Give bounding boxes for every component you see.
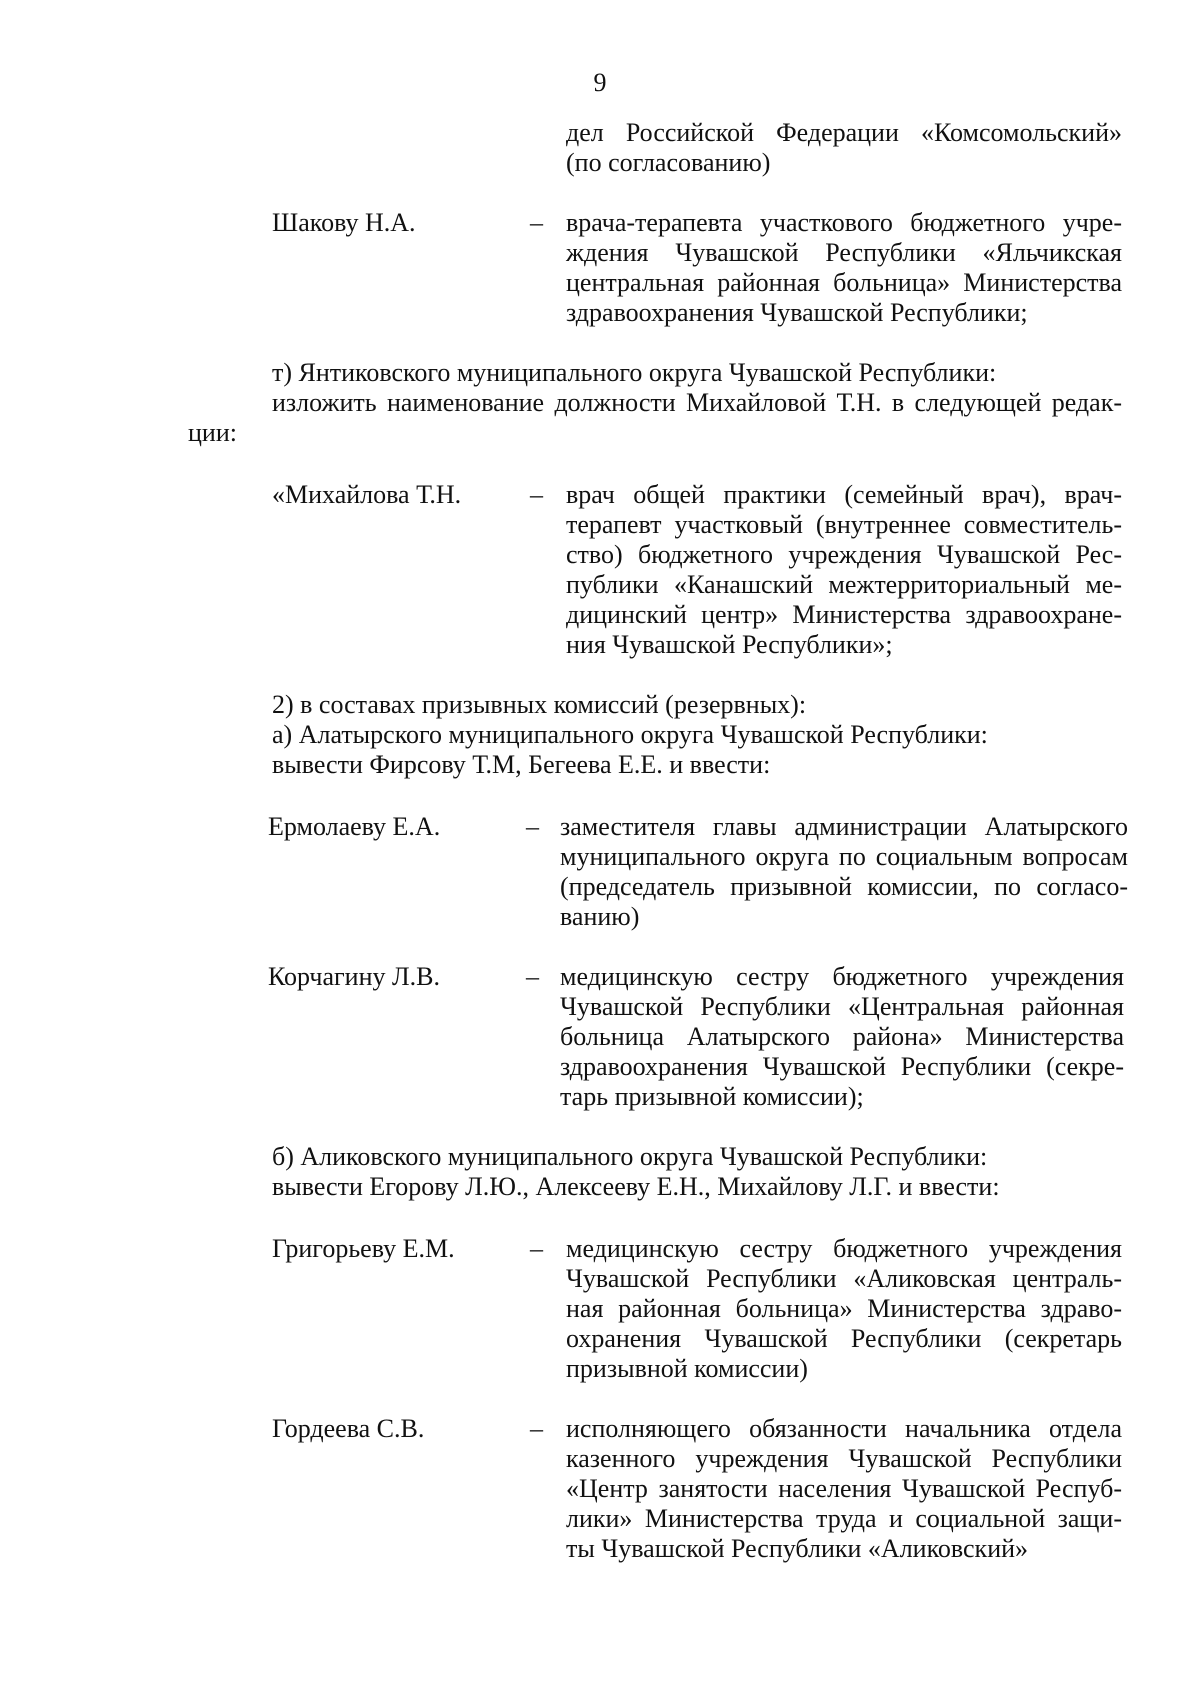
- section-heading-2: 2) в составах призывных комиссий (резервных):: [272, 690, 807, 719]
- position-description-line: призывной комиссии): [566, 1354, 808, 1383]
- position-description-line: публики «Канашский межтерриториальный ме-: [566, 570, 1122, 599]
- position-description-line: казенного учреждения Чувашской Республики: [566, 1444, 1122, 1473]
- position-description-line: ная районная больница» Министерства здраво-: [566, 1294, 1122, 1323]
- instruction-text: вывести Фирсову Т.М, Бегеева Е.Е. и ввести:: [272, 750, 771, 779]
- continuation-line: (по согласованию): [566, 148, 771, 177]
- position-description-line: ство) бюджетного учреждения Чувашской Рес-: [566, 540, 1122, 569]
- position-description-line: заместителя главы администрации Алатырского: [560, 812, 1128, 841]
- position-description-line: терапевт участковый (внутреннее совместитель-: [566, 510, 1122, 539]
- position-description-line: здравоохранения Чувашской Республики (секре-: [560, 1052, 1124, 1081]
- person-name: «Михайлова Т.Н.: [272, 480, 462, 509]
- position-description-line: Чувашской Республики «Центральная районная: [560, 992, 1124, 1021]
- continuation-line: дел Российской Федерации «Комсомольский»: [566, 118, 1122, 147]
- person-name: Григорьеву Е.М.: [272, 1234, 455, 1263]
- dash-separator: –: [530, 1234, 543, 1263]
- position-description-line: ты Чувашской Республики «Аликовский»: [566, 1534, 1029, 1563]
- position-description-line: центральная районная больница» Министерства: [566, 268, 1122, 297]
- position-description-line: муниципального округа по социальным вопросам: [560, 842, 1128, 871]
- position-description-line: медицинскую сестру бюджетного учреждения: [560, 962, 1124, 991]
- position-description-line: лики» Министерства труда и социальной защи-: [566, 1504, 1122, 1533]
- position-description-line: медицинскую сестру бюджетного учреждения: [566, 1234, 1122, 1263]
- section-heading-a: а) Алатырского муниципального округа Чувашской Республики:: [272, 720, 988, 749]
- instruction-text: ции:: [188, 418, 237, 447]
- position-description-line: охранения Чувашской Республики (секретарь: [566, 1324, 1122, 1353]
- person-name: Корчагину Л.В.: [268, 962, 440, 991]
- position-description-line: ния Чувашской Республики»;: [566, 630, 893, 659]
- position-description-line: ванию): [560, 902, 640, 931]
- instruction-text: изложить наименование должности Михайловой Т.Н. в следующей редак-: [272, 388, 1122, 417]
- dash-separator: –: [530, 208, 543, 237]
- position-description-line: «Центр занятости населения Чувашской Респуб-: [566, 1474, 1122, 1503]
- dash-separator: –: [526, 962, 539, 991]
- dash-separator: –: [526, 812, 539, 841]
- position-description-line: врач общей практики (семейный врач), врач-: [566, 480, 1122, 509]
- dash-separator: –: [530, 1414, 543, 1443]
- position-description-line: ждения Чувашской Республики «Яльчикская: [566, 238, 1122, 267]
- page-number: 9: [593, 68, 607, 97]
- section-heading-b: б) Аликовского муниципального округа Чувашской Республики:: [272, 1142, 988, 1171]
- person-name: Гордеева С.В.: [272, 1414, 425, 1443]
- section-heading-t: т) Янтиковского муниципального округа Чувашской Республики:: [272, 358, 997, 387]
- dash-separator: –: [530, 480, 543, 509]
- person-name: Шакову Н.А.: [272, 208, 416, 237]
- position-description-line: исполняющего обязанности начальника отдела: [566, 1414, 1122, 1443]
- position-description-line: больница Алатырского района» Министерства: [560, 1022, 1124, 1051]
- position-description-line: здравоохранения Чувашской Республики;: [566, 298, 1028, 327]
- position-description-line: дицинский центр» Министерства здравоохране-: [566, 600, 1122, 629]
- position-description-line: тарь призывной комиссии);: [560, 1082, 864, 1111]
- position-description-line: Чувашской Республики «Аликовская централь-: [566, 1264, 1122, 1293]
- person-name: Ермолаеву Е.А.: [268, 812, 441, 841]
- instruction-text: вывести Егорову Л.Ю., Алексееву Е.Н., Михайлову Л.Г. и ввести:: [272, 1172, 1000, 1201]
- position-description-line: (председатель призывной комиссии, по согласо-: [560, 872, 1128, 901]
- position-description-line: врача-терапевта участкового бюджетного учре-: [566, 208, 1122, 237]
